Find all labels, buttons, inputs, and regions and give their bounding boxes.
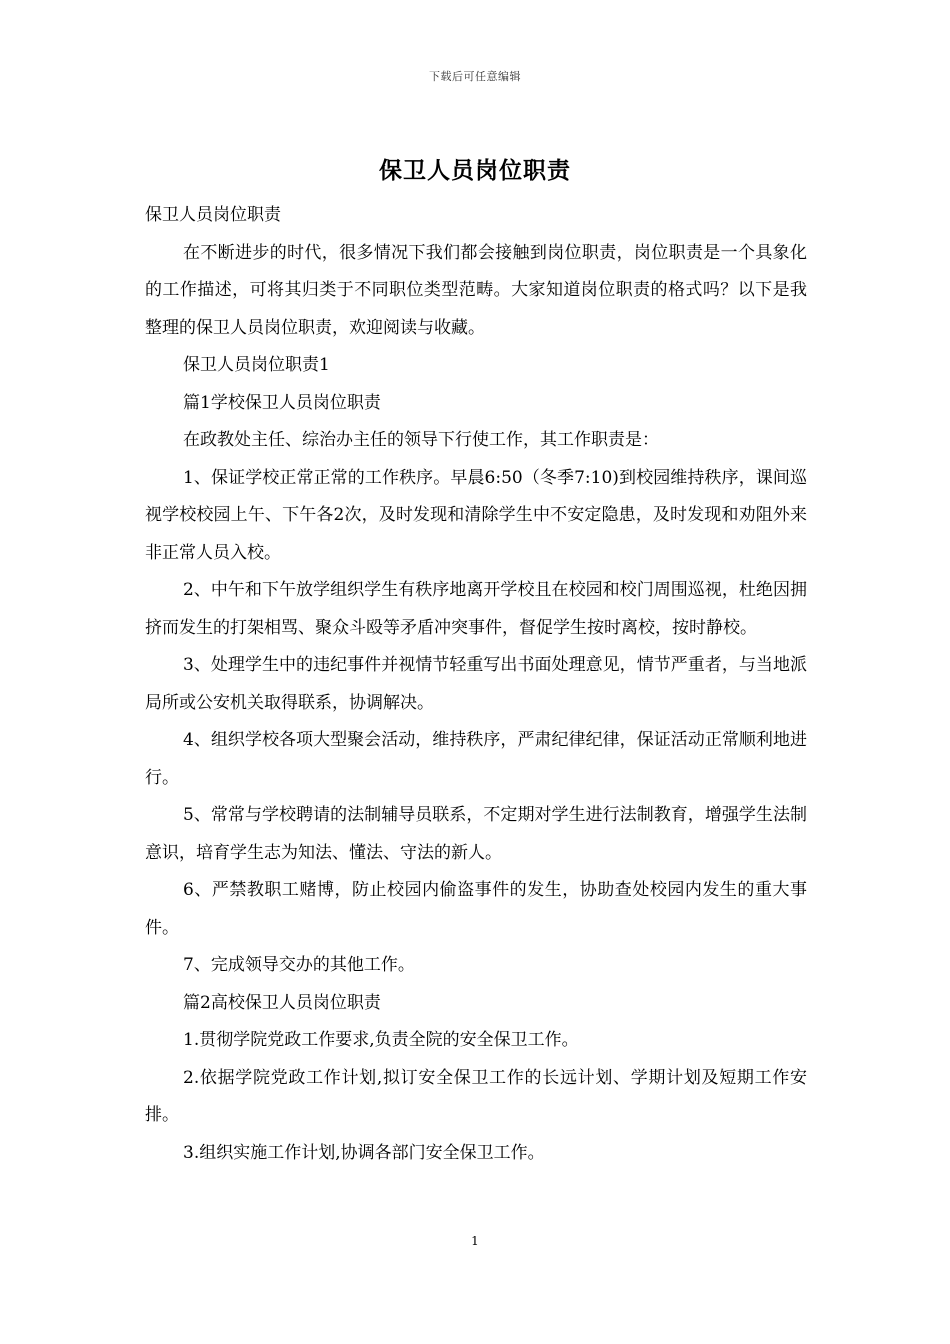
subtitle-paragraph: 保卫人员岗位职责: [145, 205, 281, 225]
document-title: 保卫人员岗位职责: [379, 157, 571, 184]
duty-item: 5、常常与学校聘请的法制辅导员联系，不定期对学生进行法制教育，增强学生法制意识，培育学生志为知法、懂法、守法的新人。: [145, 805, 807, 863]
duty-item: 1.贯彻学院党政工作要求,负责全院的安全保卫工作。: [183, 1030, 579, 1050]
page-header-note: 下载后可任意编辑: [429, 70, 521, 83]
duty-item: 7、完成领导交办的其他工作。: [183, 955, 415, 975]
article-heading: 篇2高校保卫人员岗位职责: [183, 992, 381, 1013]
section-heading: 保卫人员岗位职责1: [183, 355, 330, 375]
body-paragraph: 在政教处主任、综治办主任的领导下行使工作，其工作职责是：: [183, 430, 659, 450]
page-number: 1: [471, 1234, 479, 1248]
duty-item: 2.依据学院党政工作计划,拟订安全保卫工作的长远计划、学期计划及短期工作安排。: [145, 1067, 807, 1125]
duty-item: 3、处理学生中的违纪事件并视情节轻重写出书面处理意见，情节严重者，与当地派局所或公安机关取得联系，协调解决。: [145, 655, 807, 713]
duty-item: 6、严禁教职工赌博，防止校园内偷盗事件的发生，协助查处校园内发生的重大事件。: [145, 880, 807, 938]
duty-item: 2、中午和下午放学组织学生有秩序地离开学校且在校园和校门周围巡视，杜绝因拥挤而发生的打架相骂、聚众斗殴等矛盾冲突事件，督促学生按时离校，按时静校。: [145, 580, 807, 638]
duty-item: 4、组织学校各项大型聚会活动，维持秩序，严肃纪律纪律，保证活动正常顺利地进行。: [145, 730, 807, 788]
duty-item: 1、保证学校正常正常的工作秩序。早晨6:50（冬季7:10)到校园维持秩序，课间巡视学校校园上午、下午各2次，及时发现和清除学生中不安定隐患，及时发现和劝阻外来非正常人员入校。: [145, 467, 807, 563]
document-body: [145, 197, 807, 1172]
duty-item: 3.组织实施工作计划,协调各部门安全保卫工作。: [183, 1142, 545, 1163]
intro-paragraph: 在不断进步的时代，很多情况下我们都会接触到岗位职责，岗位职责是一个具象化的工作描述，可将其归类于不同职位类型范畴。大家知道岗位职责的格式吗？以下是我整理的保卫人员岗位职责，欢迎阅读与收藏。: [145, 242, 807, 338]
article-heading: 篇1学校保卫人员岗位职责: [183, 392, 381, 413]
